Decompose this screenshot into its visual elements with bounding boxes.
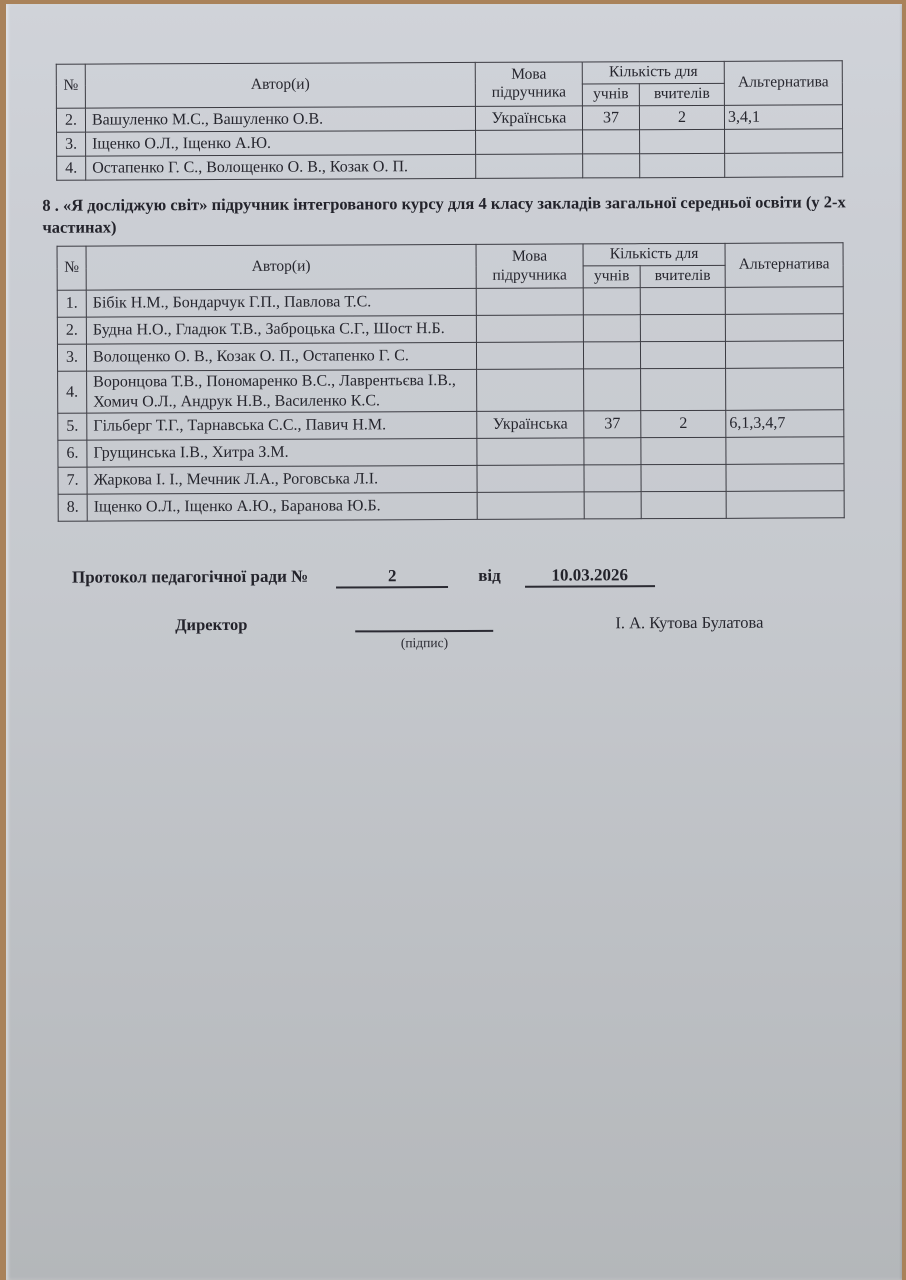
protocol-number: 2 (336, 566, 448, 588)
cell-students (583, 130, 640, 154)
vid-label: від (478, 565, 501, 586)
document-page (6, 4, 902, 1280)
cell-students (583, 288, 640, 315)
textbook-table-1 (56, 60, 844, 180)
protocol-label: Протокол педагогічної ради № (71, 566, 309, 587)
cell-alternative (725, 153, 843, 178)
table-row (58, 368, 844, 413)
col-header-quantity: Кількість для (583, 244, 725, 267)
table-row (57, 341, 843, 371)
table-row (57, 314, 843, 344)
cell-language (476, 342, 583, 369)
cell-teachers (640, 287, 725, 314)
protocol-date: 10.03.2026 (525, 565, 655, 588)
cell-authors: Іщенко О.Л., Іщенко А.Ю. (86, 130, 476, 156)
signature-note: (підпис) (400, 635, 449, 651)
cell-authors: Будна Н.О., Гладюк Т.В., Заброцька С.Г., Шост Н.Б. (86, 316, 476, 345)
col-header-authors: Автор(и) (85, 62, 475, 108)
cell-teachers (640, 314, 725, 341)
cell-teachers (641, 465, 726, 492)
cell-num: 4. (58, 371, 87, 413)
table-row (58, 410, 844, 440)
page-content (5, 2, 904, 653)
col-header-teachers: вчителів (639, 83, 724, 105)
table-1-header (56, 61, 842, 108)
cell-language (477, 465, 584, 492)
cell-language (476, 154, 583, 178)
cell-students: 37 (582, 106, 639, 130)
table-1-body (56, 105, 842, 180)
cell-num: 4. (57, 156, 86, 180)
cell-language: Українська (477, 411, 584, 438)
col-header-num: № (57, 246, 86, 290)
cell-authors: Гільберг Т.Г., Тарнавська С.С., Павич Н.М. (87, 412, 477, 441)
cell-alternative: 3,4,1 (724, 105, 842, 130)
cell-alternative (725, 129, 843, 154)
cell-teachers (641, 368, 726, 410)
cell-authors: Волощенко О. В., Козак О. П., Остапенко Г. С. (86, 343, 476, 372)
cell-teachers (641, 492, 726, 519)
col-header-alternative: Альтернатива (725, 243, 843, 287)
table-2-body (57, 287, 844, 521)
section-heading: 8 . «Я досліджую світ» підручник інтегрованого курсу для 4 класу закладів загальної середньої освіти (у 2-х частинах) (42, 192, 846, 237)
director-line (8, 612, 904, 653)
cell-teachers: 2 (639, 105, 724, 129)
cell-teachers: 2 (641, 411, 726, 438)
table-row (58, 491, 844, 521)
cell-teachers (640, 153, 725, 177)
cell-language (476, 315, 583, 342)
cell-num: 6. (58, 440, 87, 467)
cell-students (584, 369, 641, 411)
cell-num: 8. (58, 494, 87, 521)
cell-alternative (725, 314, 843, 342)
signature-block (355, 614, 493, 652)
col-header-alternative: Альтернатива (724, 61, 842, 105)
cell-language (476, 130, 583, 154)
signature-blank-line (355, 614, 493, 633)
cell-students (583, 342, 640, 369)
cell-authors: Іщенко О.Л., Іщенко А.Ю., Баранова Ю.Б. (87, 493, 477, 522)
cell-alternative (726, 368, 844, 411)
cell-num: 1. (57, 290, 86, 317)
cell-alternative (726, 464, 844, 492)
col-header-language: Мова підручника (476, 244, 583, 288)
cell-num: 5. (58, 413, 87, 440)
table-row (57, 287, 843, 317)
cell-students (584, 492, 641, 519)
cell-num: 7. (58, 467, 87, 494)
cell-alternative (725, 287, 843, 315)
cell-num: 3. (57, 344, 86, 371)
director-label: Директор (175, 615, 248, 635)
cell-authors: Вашуленко М.С., Вашуленко О.В. (85, 106, 475, 132)
cell-authors: Грущинська І.В., Хитра З.М. (87, 439, 477, 468)
table-row (58, 464, 844, 494)
director-name: І. А. Кутова Булатова (615, 612, 764, 633)
cell-language (477, 438, 584, 465)
cell-authors: Остапенко Г. С., Волощенко О. В., Козак О. П. (86, 154, 476, 180)
col-header-quantity: Кількість для (582, 61, 724, 84)
cell-authors: Бібік Н.М., Бондарчук Г.П., Павлова Т.С. (86, 289, 476, 318)
cell-language: Українська (475, 106, 582, 130)
cell-language (477, 369, 584, 411)
col-header-num: № (56, 64, 85, 108)
col-header-students: учнів (583, 266, 640, 288)
cell-alternative: 6,1,3,4,7 (726, 410, 844, 438)
cell-alternative (725, 341, 843, 369)
cell-teachers (641, 438, 726, 465)
table-row (56, 105, 842, 132)
cell-language (476, 288, 583, 315)
cell-num: 2. (56, 108, 85, 132)
col-header-students: учнів (582, 84, 639, 106)
col-header-language: Мова підручника (475, 62, 582, 106)
table-row (58, 437, 844, 467)
cell-students (584, 438, 641, 465)
cell-alternative (726, 437, 844, 465)
cell-students: 37 (584, 411, 641, 438)
cell-authors: Жаркова І. І., Мечник Л.А., Роговська Л.І. (87, 466, 477, 495)
textbook-table-2 (57, 243, 845, 522)
col-header-authors: Автор(и) (86, 245, 476, 291)
cell-alternative (726, 491, 844, 519)
table-row (57, 153, 843, 180)
cell-authors: Воронцова Т.В., Пономаренко В.С., Лаврентьєва І.В., Хомич О.Л., Андрук Н.В., Василенко К.С. (87, 370, 477, 414)
cell-teachers (640, 341, 725, 368)
col-header-teachers: вчителів (640, 266, 725, 288)
cell-students (584, 465, 641, 492)
protocol-line (72, 564, 904, 590)
table-row (57, 129, 843, 156)
cell-num: 2. (57, 317, 86, 344)
cell-students (583, 315, 640, 342)
cell-teachers (640, 129, 725, 153)
cell-language (477, 492, 584, 519)
cell-num: 3. (57, 132, 86, 156)
table-2-header (57, 243, 843, 290)
cell-students (583, 154, 640, 178)
